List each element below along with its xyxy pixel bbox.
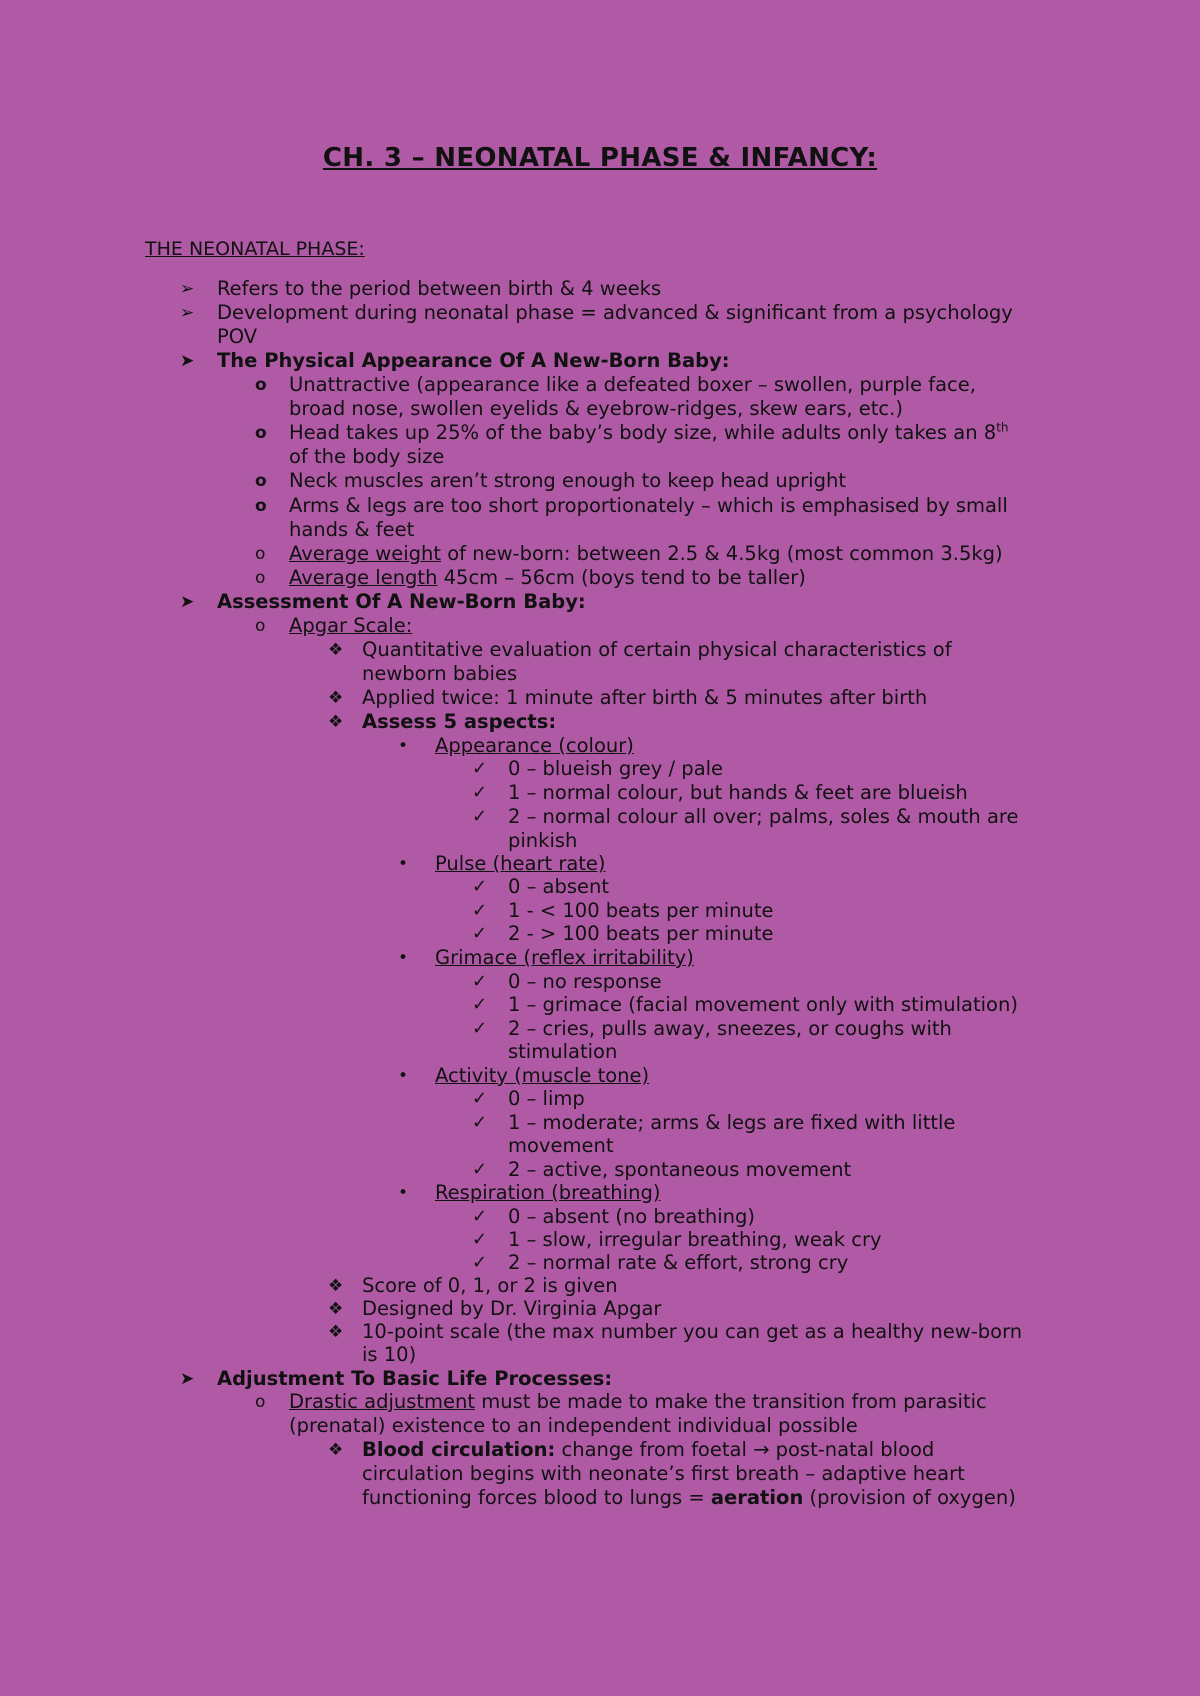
diamond-bullet-icon: ❖ <box>328 1276 344 1296</box>
check-bullet-icon: ✓ <box>472 971 488 992</box>
check-bullet-icon: ✓ <box>472 1159 488 1180</box>
check-bullet-icon: ✓ <box>472 1088 488 1109</box>
list-item: Development during neonatal phase = advanced & significant from a psychology <box>217 301 1013 324</box>
list-item-continued: newborn babies <box>362 662 518 685</box>
bold-term: Blood circulation: <box>362 1438 556 1461</box>
check-bullet-icon: ✓ <box>472 1112 488 1133</box>
list-item-text: of new-born: between 2.5 & 4.5kg (most common 3.5kg) <box>441 542 1003 565</box>
arrow-bullet-icon: ➤ <box>180 592 195 612</box>
list-item-text: must be made to make the transition from parasitic <box>475 1390 987 1413</box>
subheading-assessment: Assessment Of A New-Born Baby: <box>217 590 586 613</box>
aspect-grimace: Grimace (reflex irritability) <box>435 946 694 969</box>
arrow-bullet-icon: ➢ <box>180 303 195 323</box>
list-item: Applied twice: 1 minute after birth & 5 minutes after birth <box>362 686 928 709</box>
diamond-bullet-icon: ❖ <box>328 1299 344 1319</box>
list-item: 2 – cries, pulls away, sneezes, or coughs with <box>508 1017 952 1040</box>
list-item: 1 – moderate; arms & legs are fixed with little <box>508 1111 956 1134</box>
aspect-appearance: Appearance (colour) <box>435 734 634 757</box>
list-item: 0 – blueish grey / pale <box>508 757 724 780</box>
list-item: Score of 0, 1, or 2 is given <box>362 1274 618 1297</box>
list-item: Quantitative evaluation of certain physical characteristics of <box>362 638 952 661</box>
list-item <box>289 421 1009 445</box>
subheading-physical: The Physical Appearance Of A New-Born Baby: <box>217 349 730 372</box>
list-item-text: 45cm – 56cm (boys tend to be taller) <box>437 566 806 589</box>
list-item: Refers to the period between birth & 4 weeks <box>217 277 662 300</box>
section-heading: THE NEONATAL PHASE: <box>145 238 365 260</box>
list-item: 1 – grimace (facial movement only with stimulation) <box>508 993 1018 1016</box>
list-item: 0 – limp <box>508 1087 585 1110</box>
dot-bullet-icon: • <box>398 1183 409 1203</box>
aspect-respiration: Respiration (breathing) <box>435 1181 661 1204</box>
underlined-term: Drastic adjustment <box>289 1390 476 1413</box>
list-item: 2 – normal rate & effort, strong cry <box>508 1251 849 1274</box>
check-bullet-icon: ✓ <box>472 758 488 779</box>
underlined-term: Average weight <box>289 542 442 565</box>
o-bullet-icon: o <box>255 375 267 395</box>
dot-bullet-icon: • <box>398 1066 409 1086</box>
list-item: 0 – no response <box>508 970 662 993</box>
o-bullet-icon: o <box>255 471 267 491</box>
list-item-continued: POV <box>217 325 258 348</box>
list-item: 1 – slow, irregular breathing, weak cry <box>508 1228 882 1251</box>
list-item-continued: circulation begins with neonate’s first breath – adaptive heart <box>362 1462 965 1485</box>
list-item-text: (provision of oxygen) <box>803 1486 1016 1509</box>
list-item-continued: pinkish <box>508 829 578 852</box>
list-item <box>362 1438 934 1462</box>
list-item <box>289 566 806 590</box>
diamond-bullet-icon: ❖ <box>328 640 344 660</box>
bold-term: aeration <box>710 1486 804 1509</box>
dot-bullet-icon: • <box>398 736 409 756</box>
list-item: Designed by Dr. Virginia Apgar <box>362 1297 662 1320</box>
apgar-label: Apgar Scale: <box>289 614 413 637</box>
list-item-continued: of the body size <box>289 445 445 468</box>
list-item: 2 – active, spontaneous movement <box>508 1158 852 1181</box>
superscript: th <box>996 420 1009 435</box>
list-item: Arms & legs are too short proportionately – which is emphasised by small <box>289 494 1008 517</box>
list-item <box>289 1390 987 1414</box>
list-item: 10-point scale (the max number you can get as a healthy new-born <box>362 1320 1023 1343</box>
arrow-bullet-icon: ➢ <box>180 279 195 299</box>
check-bullet-icon: ✓ <box>472 1018 488 1039</box>
list-item: 2 - > 100 beats per minute <box>508 922 774 945</box>
dot-bullet-icon: • <box>398 854 409 874</box>
check-bullet-icon: ✓ <box>472 923 488 944</box>
list-item-continued: hands & feet <box>289 518 415 541</box>
list-item-continued: broad nose, swollen eyelids & eyebrow-ridges, skew ears, etc.) <box>289 397 903 420</box>
list-item: Neck muscles aren’t strong enough to keep head upright <box>289 469 846 492</box>
list-item-continued: movement <box>508 1134 614 1157</box>
list-item: 1 – normal colour, but hands & feet are blueish <box>508 781 968 804</box>
check-bullet-icon: ✓ <box>472 900 488 921</box>
list-item: 0 – absent (no breathing) <box>508 1205 756 1228</box>
list-item: 1 - < 100 beats per minute <box>508 899 774 922</box>
o-bullet-icon: o <box>255 544 266 564</box>
subheading-adjustment: Adjustment To Basic Life Processes: <box>217 1367 613 1390</box>
check-bullet-icon: ✓ <box>472 1229 488 1250</box>
diamond-bullet-icon: ❖ <box>328 712 344 732</box>
o-bullet-icon: o <box>255 1392 266 1412</box>
arrow-bullet-icon: ➤ <box>180 1369 195 1389</box>
diamond-bullet-icon: ❖ <box>328 1322 344 1342</box>
list-item-text: functioning forces blood to lungs = <box>362 1486 711 1509</box>
list-item-continued: (prenatal) existence to an independent individual possible <box>289 1414 858 1437</box>
o-bullet-icon: o <box>255 423 267 443</box>
o-bullet-icon: o <box>255 568 266 588</box>
list-item: Unattractive (appearance like a defeated boxer – swollen, purple face, <box>289 373 976 396</box>
check-bullet-icon: ✓ <box>472 876 488 897</box>
check-bullet-icon: ✓ <box>472 994 488 1015</box>
diamond-bullet-icon: ❖ <box>328 1440 344 1460</box>
dot-bullet-icon: • <box>398 948 409 968</box>
diamond-bullet-icon: ❖ <box>328 688 344 708</box>
list-item <box>289 542 1003 566</box>
arrow-bullet-icon: ➤ <box>180 351 195 371</box>
page-title: CH. 3 – NEONATAL PHASE & INFANCY: <box>322 143 878 173</box>
check-bullet-icon: ✓ <box>472 1252 488 1273</box>
aspect-pulse: Pulse (heart rate) <box>435 852 606 875</box>
check-bullet-icon: ✓ <box>472 782 488 803</box>
check-bullet-icon: ✓ <box>472 1206 488 1227</box>
check-bullet-icon: ✓ <box>472 806 488 827</box>
list-item: 0 – absent <box>508 875 610 898</box>
list-item-text: Head takes up 25% of the baby’s body size, while adults only takes an 8 <box>289 421 997 444</box>
underlined-term: Average length <box>289 566 438 589</box>
o-bullet-icon: o <box>255 496 267 516</box>
list-item-continued <box>362 1486 1016 1510</box>
aspect-activity: Activity (muscle tone) <box>435 1064 650 1087</box>
list-item: 2 – normal colour all over; palms, soles & mouth are <box>508 805 1019 828</box>
list-item-text: change from foetal → post-natal blood <box>555 1438 935 1461</box>
list-item: Assess 5 aspects: <box>362 710 557 733</box>
list-item-continued: is 10) <box>362 1343 417 1366</box>
o-bullet-icon: o <box>255 616 266 636</box>
list-item-continued: stimulation <box>508 1040 618 1063</box>
